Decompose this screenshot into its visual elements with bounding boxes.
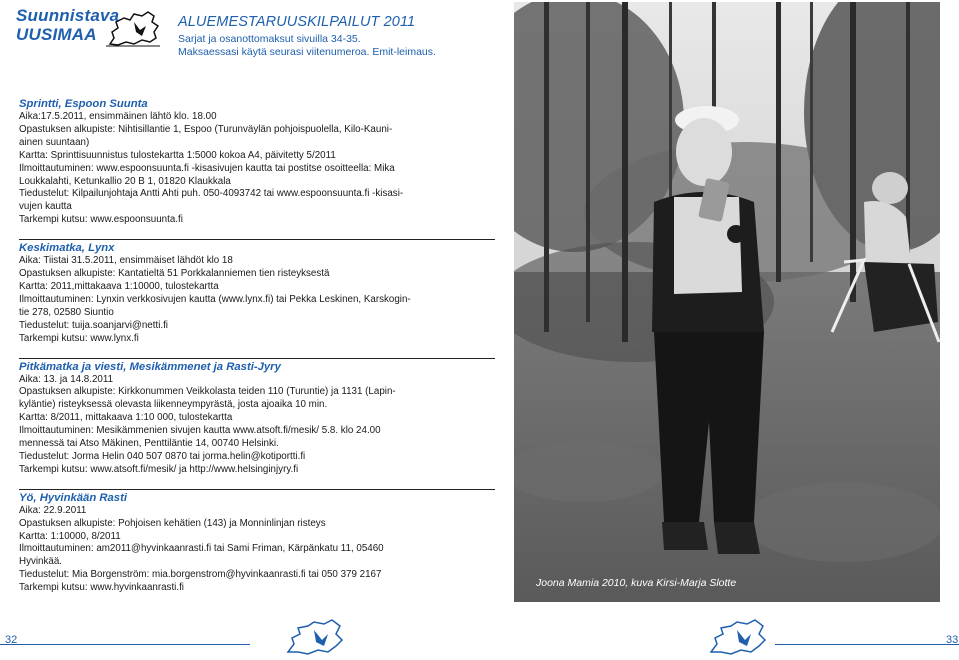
event-line: mennessä tai Atso Mäkinen, Penttiläntie 14, 00740 Helsinki.	[19, 438, 279, 450]
page-number-right: 33	[946, 634, 959, 646]
footer-rule-right	[775, 644, 959, 645]
event-line: Aika: 13. ja 14.8.2011	[19, 373, 114, 385]
event-line: Tarkempi kutsu: www.lynx.fi	[19, 332, 139, 344]
event-title: Pitkämatka ja viesti, Mesikämmenet ja Rasti-Jyry	[19, 360, 281, 373]
event-line: vujen kautta	[19, 201, 72, 213]
event-line: Ilmoittautuminen: www.espoonsuunta.fi -kisasivujen kautta tai postitse osoitteella: Mika	[19, 162, 395, 174]
event-title: Keskimatka, Lynx	[19, 242, 115, 255]
event-night	[19, 489, 495, 595]
event-line: Tarkempi kutsu: www.atsoft.fi/mesik/ ja http://www.helsinginjyry.fi	[19, 463, 299, 475]
event-line: Ilmoittautuminen: Lynxin verkkosivujen kautta (www.lynx.fi) tai Pekka Leskinen, Karskogin-	[19, 293, 411, 305]
header-subtitle-line-2: Maksaessasi käytä seurasi viitenumeroa. Emit-leimaus.	[178, 46, 436, 58]
event-line: Aika:17.5.2011, ensimmäinen lähtö klo. 18.00	[19, 111, 217, 122]
event-line: Hyvinkää.	[19, 556, 63, 568]
event-title: Yö, Hyvinkään Rasti	[19, 491, 127, 504]
footer-map-icon	[707, 618, 767, 658]
event-line: Tiedustelut: Jorma Helin 040 507 0870 tai jorma.helin@kotiportti.fi	[19, 450, 306, 462]
event-line: tie 278, 02580 Siuntio	[19, 306, 114, 318]
header-subtitle	[178, 33, 498, 59]
header-subtitle-line-1: Sarjat ja osanottomaksut sivuilla 34-35.	[178, 33, 361, 45]
event-middle-distance	[19, 239, 495, 345]
event-line: Ilmoittautuminen: Mesikämmenien sivujen kautta www.atsoft.fi/mesik/ 5.8. klo 24.00	[19, 425, 381, 437]
logo-line-1: Suunnistava	[16, 6, 120, 25]
footer-rule-left	[0, 644, 250, 645]
event-line: Kartta: 2011,mittakaava 1:10000, tulostekartta	[19, 280, 219, 292]
event-line: Tarkempi kutsu: www.espoonsuunta.fi	[19, 214, 183, 226]
event-line: Kartta: Sprinttisuunnistus tulostekartta 1:5000 kokoa A4, päivitetty 5/2011	[19, 149, 336, 161]
event-long-distance-relay	[19, 358, 495, 477]
event-line: Loukkalahti, Ketunkallio 20 B 1, 01820 Klaukkala	[19, 175, 231, 187]
footer-map-icon	[284, 618, 344, 658]
event-line: Opastuksen alkupiste: Pohjoisen kehätien (143) ja Monninlinjan risteys	[19, 517, 326, 529]
event-line: Ilmoittautuminen: am2011@hyvinkaanrasti.fi tai Sami Friman, Kärpänkatu 11, 05460	[19, 543, 384, 555]
photo-illustration	[514, 2, 940, 602]
event-line: ainen suuntaan)	[19, 136, 90, 148]
photo-caption: Joona Mamia 2010, kuva Kirsi-Marja Slotte	[536, 577, 737, 589]
event-title: Sprintti, Espoon Suunta	[19, 98, 148, 110]
event-line: Opastuksen alkupiste: Kantatieltä 51 Porkkalanniemen tien risteyksestä	[19, 268, 330, 280]
header-title: ALUEMESTARUUSKILPAILUT 2011	[178, 14, 416, 30]
event-line: Opastuksen alkupiste: Nihtisillantie 1, Espoo (Turunväylän pohjoispuolella, Kilo-Kauni-	[19, 123, 393, 135]
event-line: kyläntie) risteyksessä olevasta liikenneympyrästä, josta ajoaika 10 min.	[19, 399, 328, 411]
event-line: Tiedustelut: Kilpailunjohtaja Antti Ahti puh. 050-4093742 tai www.espoonsuunta.fi -kisasi-	[19, 188, 404, 200]
event-sprint	[19, 98, 495, 227]
event-line: Kartta: 1:10000, 8/2011	[19, 530, 121, 542]
event-line: Tiedustelut: tuija.soanjarvi@netti.fi	[19, 319, 168, 331]
uusimaa-map-icon	[104, 8, 162, 48]
event-line: Opastuksen alkupiste: Kirkkonummen Veikkolasta teiden 110 (Turuntie) ja 1131 (Lapin-	[19, 386, 396, 398]
event-list	[19, 98, 495, 595]
logo-line-2: UUSIMAA	[16, 25, 97, 44]
event-line: Kartta: 8/2011, mittakaava 1:10 000, tulostekartta	[19, 412, 233, 424]
event-line: Tarkempi kutsu: www.hyvinkaanrasti.fi	[19, 582, 184, 594]
photo-forest-child	[514, 2, 940, 602]
page-number-left: 32	[5, 634, 18, 646]
event-line: Aika: Tiistai 31.5.2011, ensimmäiset lähdöt klo 18	[19, 255, 233, 267]
event-line: Aika: 22.9.2011	[19, 504, 87, 516]
event-line: Tiedustelut: Mia Borgenström: mia.borgenstrom@hyvinkaanrasti.fi tai 050 379 2167	[19, 569, 382, 581]
